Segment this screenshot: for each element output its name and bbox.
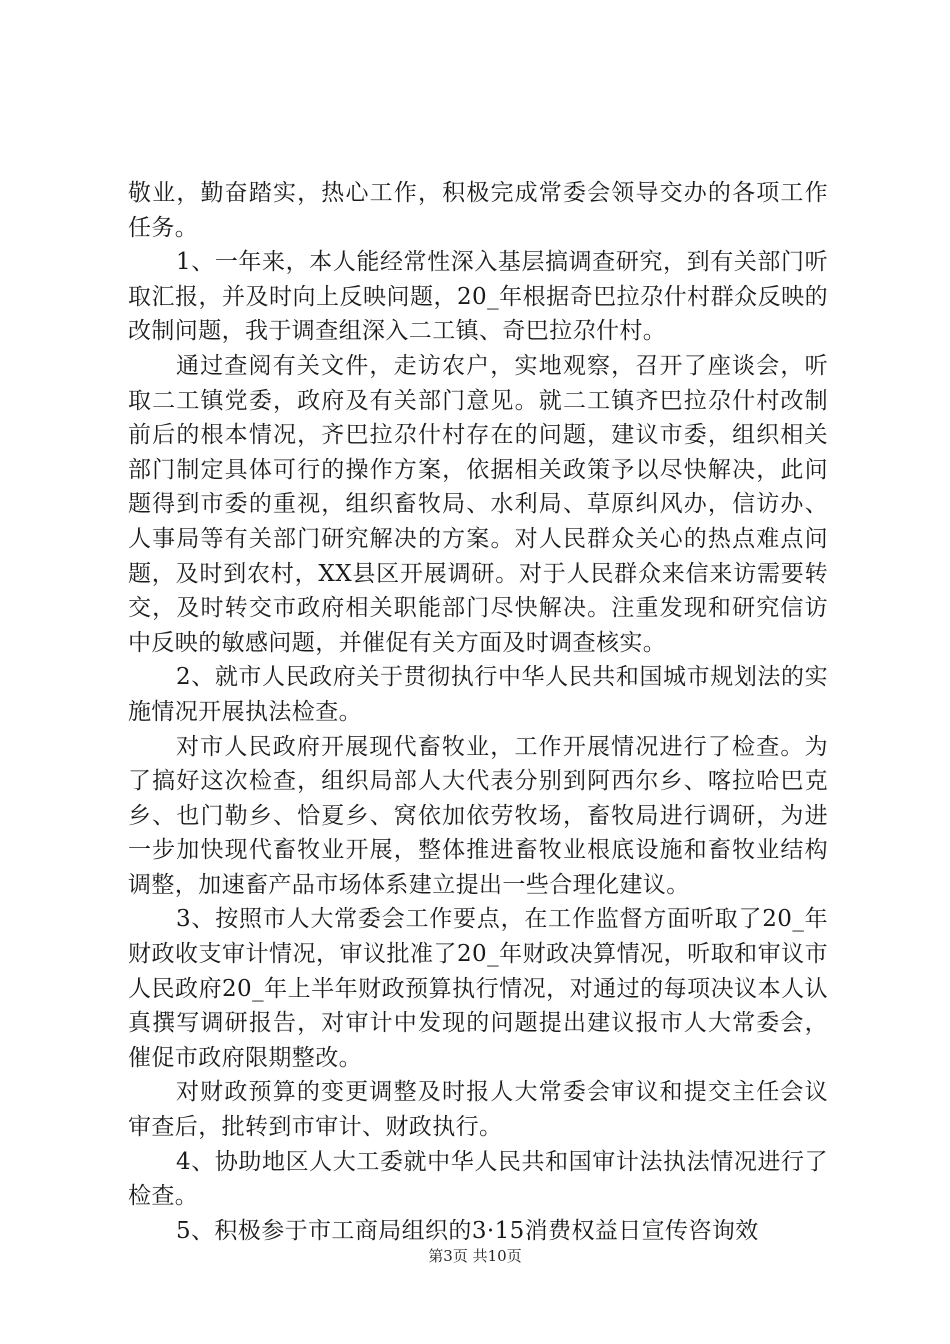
paragraph-5: 对市人民政府开展现代畜牧业，工作开展情况进行了检查。为了搞好这次检查，组织局部人大代表分别到阿西尔乡、喀拉哈巴克乡、也门勒乡、恰夏乡、窝依加依劳牧场，畜牧局进行调研，为进一步加快现代畜牧业开展，整体推进畜牧业根底设施和畜牧业结构调整，加速畜产品市场体系建立提出一些合理化建议。 xyxy=(128,733,828,898)
paragraph-8: 4、协助地区人大工委就中华人民共和国审计法执法情况进行了检查。 xyxy=(128,1148,828,1210)
paragraph-9: 5、积极参于市工商局组织的3·15消费权益日宣传咨询效 xyxy=(176,1217,759,1244)
paragraph-3: 通过查阅有关文件，走访农户，实地观察，召开了座谈会，听取二工镇党委，政府及有关部门意见。就二工镇齐巴拉尕什村改制前后的根本情况，齐巴拉尕什村存在的问题，建议市委，组织相关部门制定具体可行的操作方案，依据相关政策予以尽快解决，此问题得到市委的重视，组织畜牧局、水利局、草原纠风办，信访办、人事局等有关部门研究解决的方案。对人民群众关心的热点难点问题，及时到农村，XX县区开展调研。对于人民群众来信来访需要转交，及时转交市政府相关职能部门尽快解决。注重发现和研究信访中反映的敏感问题，并催促有关方面及时调查核实。 xyxy=(128,352,828,656)
paragraph-1: 敬业，勤奋踏实，热心工作，积极完成常委会领导交办的各项工作任务。 xyxy=(128,180,828,241)
paragraph-4: 2、就市人民政府关于贯彻执行中华人民共和国城市规划法的实施情况开展执法检查。 xyxy=(128,664,828,725)
paragraph-2: 1、一年来，本人能经常性深入基层搞调查研究，到有关部门听取汇报，并及时向上反映问题，20_年根据奇巴拉尕什村群众反映的改制问题，我于调查组深入二工镇、奇巴拉尕什村。 xyxy=(128,249,828,345)
paragraph-6: 3、按照市人大常委会工作要点，在工作监督方面听取了20_年财政收支审计情况，审议批准了20_年财政决算情况，听取和审议市人民政府20_年上半年财政预算执行情况，对通过的每项决议本人认真撰写调研报告，对审计中发现的问题提出建议报市人大常委会，催促市政府限期整改。 xyxy=(128,906,828,1071)
paragraph-7: 对财政预算的变更调整及时报人大常委会审议和提交主任会议审查后，批转到市审计、财政执行。 xyxy=(128,1079,828,1141)
document-body xyxy=(128,176,828,1248)
page-number-footer: 第3页 共10页 xyxy=(428,1247,522,1265)
